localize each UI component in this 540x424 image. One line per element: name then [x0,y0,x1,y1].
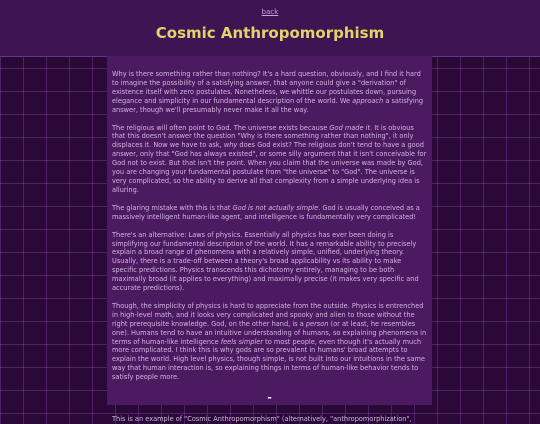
back-link[interactable]: back [261,8,279,16]
article-body [112,70,427,382]
article-paragraph [112,124,427,195]
trailing-paragraph: This is an example of "Cosmic Anthropomorphism" (alternatively, "anthropomorphization", [112,415,412,424]
emphasis-text: why [223,141,238,150]
header-bar [0,0,540,57]
paragraph-text: Though, the simplicity of physics is hard to appreciate from the outside. Physics is entrenched in high-level math, and it looks very complicated and spooky and alien to those without the right prerequisite knowledge. God, on the other hand, is a [112,301,424,328]
article-paragraph [112,204,427,222]
article-paragraph [112,302,427,382]
paragraph-text: (or at least, he resembles one). Humans tend to have an intuitive understanding of humans, so explaining phenomena in terms of human-like intelligence [112,319,427,346]
article-paragraph [112,231,427,293]
emphasis-text: approach [352,96,384,105]
section-separator: - [267,391,272,405]
paragraph-text: . It is obvious that this doesn't answer the question "Why is there something rather than nothing", it only displaces it. Now we have to ask, [112,123,414,150]
emphasis-text: feels simpler [220,337,264,346]
emphasis-text: person [305,319,329,328]
paragraph-text: . God is usually conceived as a massively intelligent human-like agent, and intelligence is fundamentally very complicated! [112,203,420,221]
paragraph-text: does God exist? The religious don't tend to have a good answer, only that "God has always existed", or some silly argument that it isn't conceivable for God not to exist. But that isn't the point. When you claim that the universe was made by God, you are changing your fundamental postulate from "the universe" to "God". The universe is very complicated, so the ability to derive all that complexity from a simple underlying idea is alluring. [112,141,427,194]
paragraph-text: The religious will often point to God. The universe exists because [112,123,330,132]
paragraph-text: a satisfying answer, though we'll presumably never make it all the way. [112,96,424,114]
article-paragraph [112,70,427,115]
paragraph-text: The glaring mistake with this is that [112,203,233,212]
paragraph-text: There's an alternative: Laws of physics. Essentially all physics has ever been doing is simplifying our fundamental description of the world. It has a remarkable ability to precisely explain a broad range of phenomena with a relatively simple, unified, underlying theory. Usually, there is a trade-off between a theory's broad applicability vs its ability to make specific predictions. Physics transcends this dichotomy entirely, managing to be both maximally broad (it applies to everything) and maximally precise (it makes very specific and accurate predictions). [112,230,419,293]
page-title: Cosmic Anthropomorphism [155,24,385,42]
paragraph-text: to most people, even though it's actually much more complicated. I think this is why gods are so prevalent in humans' broad attempts to explain the world. High level physics, though simple, is not built into our intuitions in the same way that human interaction is, so explaining things in terms of human-like behavior tends to satisfy people more. [112,337,425,382]
article-content [107,56,432,424]
emphasis-text: God is not actually simple [232,203,319,212]
emphasis-text: God made it [329,123,371,132]
paragraph-text: Why is there something rather than nothing? It's a hard question, obviously, and I find it hard to imagine the possibility of a satisfying answer, that anyone could give a "derivation" of existence itself with zero postulates. Nonetheless, we whittle our postulates down, pursuing elegance and simplicity in our fundamental description of the world. We [112,70,421,105]
